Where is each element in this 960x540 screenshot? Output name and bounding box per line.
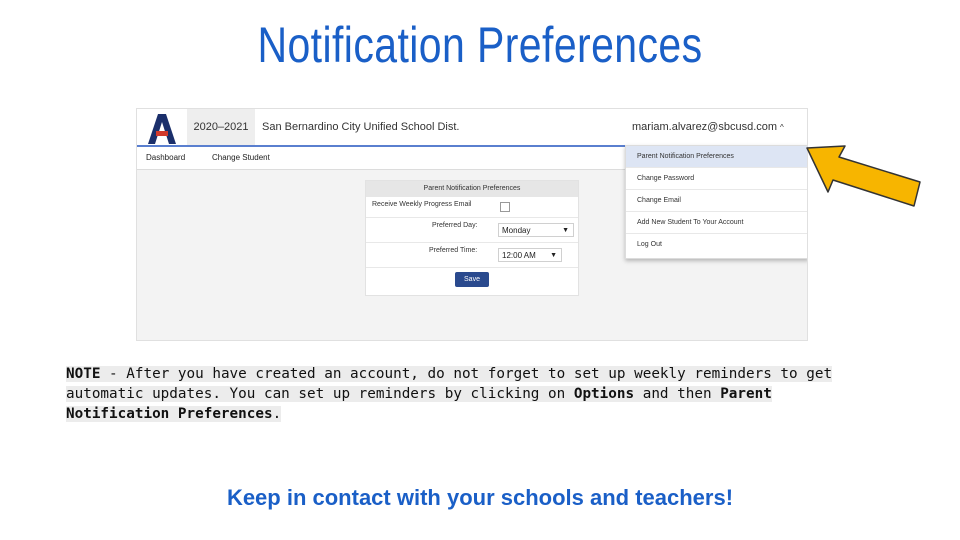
note-preferences: Parent Notification Preferences	[66, 386, 772, 422]
save-button[interactable]: Save	[455, 272, 489, 287]
user-dropdown-menu	[625, 145, 808, 259]
yellow-arrow-icon	[800, 140, 925, 215]
preferred-time-row	[366, 243, 578, 268]
preferred-day-row	[366, 218, 578, 243]
caret-down-icon: ▼	[562, 227, 569, 234]
weekly-email-row	[366, 197, 578, 218]
notification-preferences-form	[365, 180, 579, 296]
preferred-time-value: 12:00 AM	[502, 251, 536, 260]
user-email[interactable]: mariam.alvarez@sbcusd.com	[632, 121, 778, 133]
caret-down-icon: ▼	[550, 252, 557, 259]
preferred-day-value: Monday	[502, 226, 531, 235]
form-header: Parent Notification Preferences	[366, 181, 578, 197]
note-options: Options	[573, 386, 635, 402]
nav-dashboard[interactable]: Dashboard	[146, 153, 186, 162]
menu-item-add-new-student[interactable]: Add New Student To Your Account	[626, 212, 808, 234]
menu-item-parent-notification-preferences[interactable]: Parent Notification Preferences	[626, 146, 808, 168]
note-end: .	[272, 406, 282, 422]
district-name[interactable]: San Bernardino City Unified School Dist.	[262, 121, 460, 133]
note-text-2: and then	[634, 386, 721, 402]
note-text-1: - After you have created an account, do not forget to set up weekly reminders to get automatic updates. You can set up reminders by clicking on	[66, 366, 833, 402]
menu-item-log-out[interactable]: Log Out	[637, 241, 662, 248]
school-year-selector[interactable]: 2020–2021	[187, 109, 255, 145]
app-screenshot	[136, 108, 808, 341]
preferred-time-label: Preferred Time:	[429, 247, 478, 254]
menu-item-change-password[interactable]: Change Password	[626, 168, 808, 190]
app-header	[137, 109, 807, 147]
weekly-email-checkbox[interactable]	[500, 202, 510, 212]
nav-change-student[interactable]: Change Student	[212, 153, 270, 162]
preferred-day-select[interactable]	[498, 223, 574, 237]
chevron-up-icon[interactable]: ^	[780, 123, 784, 132]
preferred-day-label: Preferred Day:	[432, 222, 478, 229]
slide-footer: Keep in contact with your schools and teachers!	[226, 485, 734, 510]
slide-title: Notification Preferences	[257, 17, 703, 73]
menu-item-change-email[interactable]: Change Email	[626, 190, 808, 212]
note-paragraph	[66, 364, 876, 424]
preferred-time-select[interactable]	[498, 248, 562, 262]
user-menu[interactable]	[632, 109, 784, 145]
aeries-logo-icon[interactable]	[145, 111, 179, 145]
weekly-email-label: Receive Weekly Progress Email	[372, 201, 472, 208]
note-label: NOTE	[66, 366, 101, 382]
